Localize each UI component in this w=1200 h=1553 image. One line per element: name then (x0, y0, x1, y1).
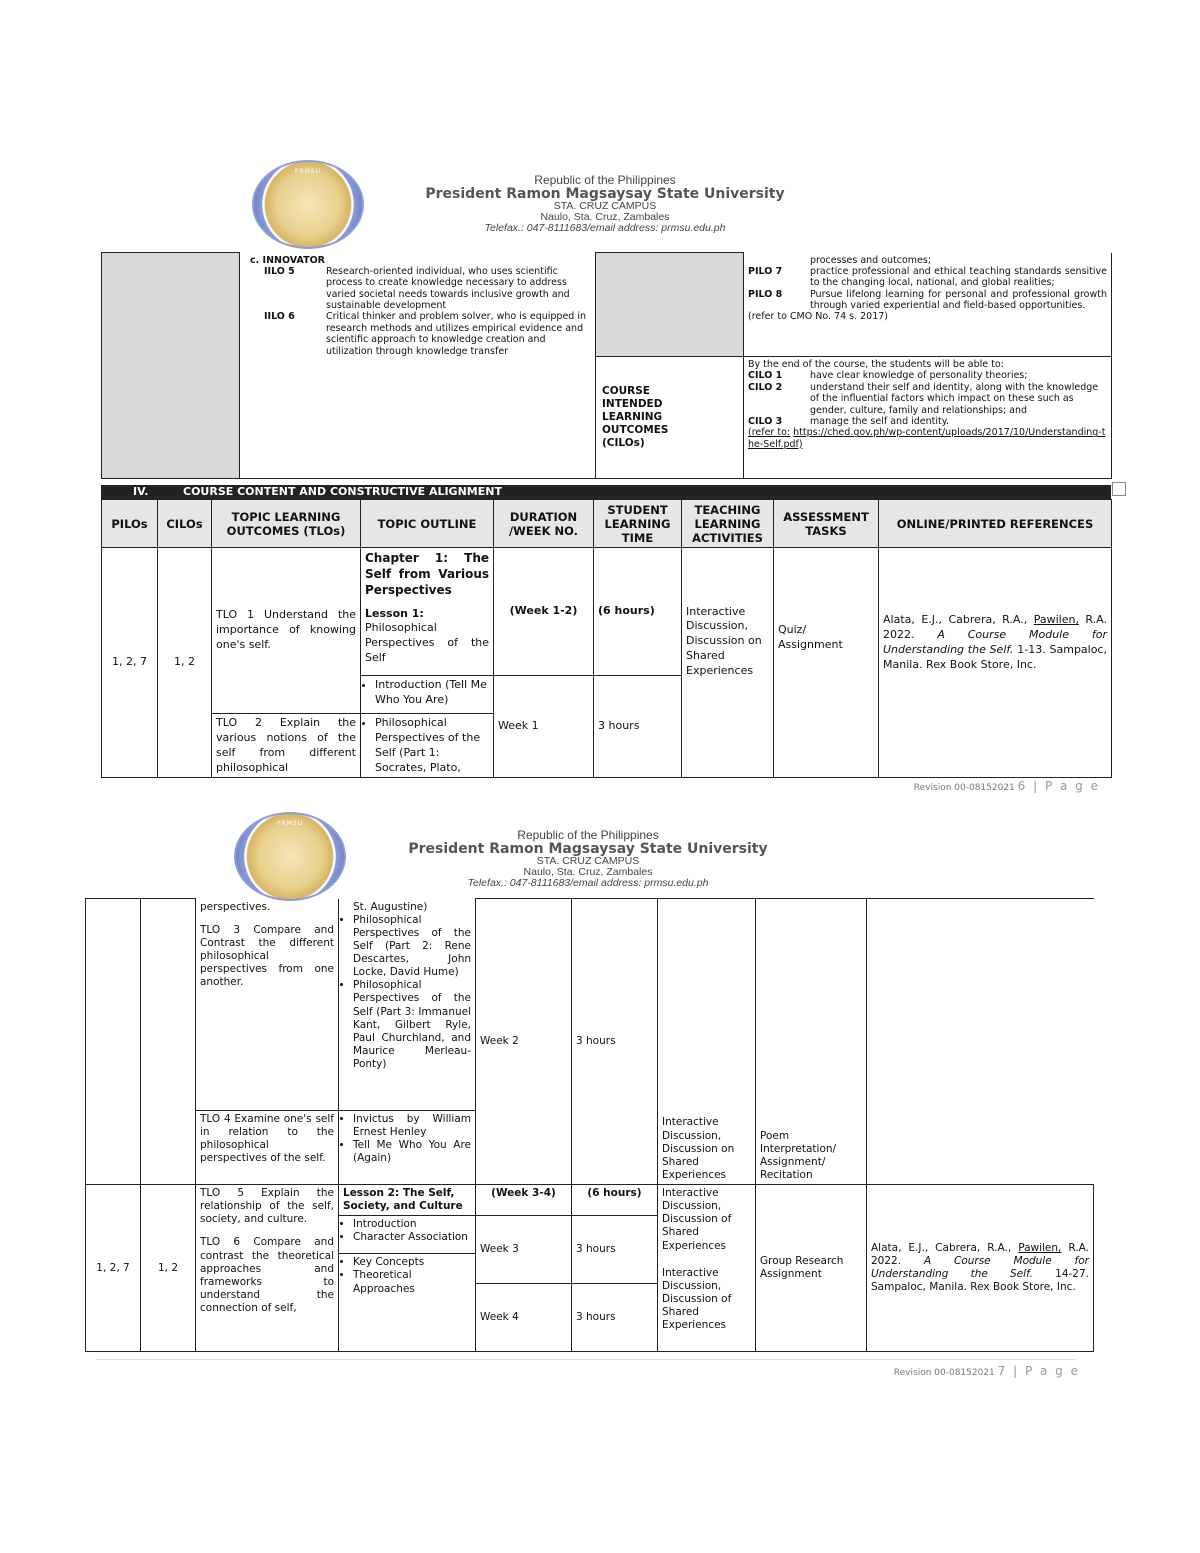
outline-concepts-cell (339, 1254, 476, 1352)
reference-cell (867, 1185, 1094, 1352)
activities-text: Interactive Discussion, Discussion on Shared Experiences (662, 1116, 735, 1181)
page-number: 7 | P a g e (997, 1364, 1080, 1378)
cilo-code: CILO 3 (748, 415, 783, 427)
list-item: • Tell Me Who You Are (Again) (353, 1139, 471, 1165)
reference-text (883, 613, 1107, 672)
seal-ring-text: PRMSU (276, 820, 304, 827)
outline-intro-cell (339, 1216, 476, 1254)
reference-authors: Alata, E.J., Cabrera, R.A., (871, 1241, 1012, 1254)
activities-text: Interactive Discussion, Discussion of Shared Experiences (662, 1187, 732, 1252)
time-main: (6 hours) (594, 548, 682, 676)
reference-cell (879, 548, 1112, 778)
cilo-ref-link[interactable]: https://ched.gov.ph/wp-content/uploads/2017/10/Understanding-the-Self.pdf) (748, 427, 1106, 450)
pilos-cell: 1, 2, 7 (102, 548, 158, 778)
tlo3-cell (196, 899, 339, 1111)
assessment-text: Poem Interpretation/ Assignment/ Recitation (760, 1129, 837, 1181)
pilos-cell (86, 899, 141, 1185)
outcomes-table (101, 252, 1112, 479)
list-item: • Introduction (Tell Me Who You Are) (375, 678, 489, 708)
reference-name: Pawilen, (1033, 613, 1079, 626)
republic-line: Republic of the Philippines (517, 828, 659, 842)
assessment-text: Quiz/ Assignment (778, 622, 843, 651)
philo-list (365, 716, 489, 775)
reference-year: R.A. 2022. (871, 1241, 1089, 1267)
assessment-cell: Group Research Assignment (756, 1185, 867, 1352)
republic-line: Republic of the Philippines (534, 173, 676, 187)
tlo2-cell: TLO 2 Explain the various notions of the self from different philosophical (212, 714, 361, 778)
pilo-code: PILO 7 (748, 265, 783, 277)
cilo-intro: By the end of the course, the students will be able to: (748, 359, 1004, 370)
duration-sub: Week 1 (494, 676, 594, 778)
iilo-code: IILO 5 (264, 265, 295, 277)
page1-header (380, 174, 830, 234)
tlo4-cell: TLO 4 Examine one's self in relation to the philosophical perspectives of the self. (196, 1111, 339, 1185)
iilo-text: Research-oriented individual, who uses scientific process to create knowledge necessary to address varied societal needs towards inclusive growth and sustainable development (326, 265, 570, 312)
lesson2-cell: Lesson 2: The Self, Society, and Culture (339, 1185, 476, 1216)
tlo3-text: TLO 3 Compare and Contrast the different philosophical perspectives from one another. (200, 923, 334, 989)
col-header: TEACHING LEARNING ACTIVITIES (682, 500, 774, 548)
contact-line: Telefax.: 047-8111683/email address: prmsu.edu.ph (467, 877, 709, 890)
cilo-label (596, 357, 744, 479)
page2-header (363, 829, 813, 889)
section-bar (101, 485, 1111, 499)
lesson-title: Philosophical Perspectives of the Self (365, 621, 489, 665)
university-name: President Ramon Magsaysay State University (408, 840, 768, 857)
cilos-cell: 1, 2 (158, 548, 212, 778)
cilos-cell: 1, 2 (141, 1185, 196, 1352)
duration-w4: Week 4 (476, 1284, 572, 1352)
chapter-title: Chapter 1: The Self from Various Perspectives (365, 551, 489, 598)
cilo-label-text: COURSE INTENDED LEARNING OUTCOMES (CILOs) (602, 384, 669, 450)
course-content-table (101, 499, 1112, 778)
reference-title: A Course Module for Understanding the Self. (871, 1255, 1089, 1281)
tlo-continued: perspectives. (200, 900, 271, 913)
course-content-table-cont (85, 898, 1094, 1352)
iilo-code: IILO 6 (264, 311, 295, 323)
reference-authors: Alata, E.J., Cabrera, R.A., (883, 613, 1028, 626)
cilo-code: CILO 2 (748, 381, 783, 393)
activities-text: Interactive Discussion, Discussion of Shared Experiences (662, 1266, 732, 1332)
pilo-code: PILO 8 (748, 288, 783, 300)
list-item: • Philosophical Perspectives of the Self (Part 2: Rene Descartes, John Locke, David Hume) (353, 914, 471, 980)
outline-continued: St. Augustine) (353, 900, 428, 913)
innovator-heading: c. INNOVATOR (250, 254, 325, 266)
reference-tail: 1-13. Sampaloc, Manila. Rex Book Store, Inc. (883, 642, 1107, 671)
cilos-cell (141, 899, 196, 1185)
list-item: • Invictus by William Ernest Henley (353, 1113, 471, 1139)
tlo56-cell (196, 1185, 339, 1352)
col-header: DURATION /WEEK NO. (494, 500, 594, 548)
outline-intro-cell (361, 676, 494, 714)
col-header: ASSESSMENT TASKS (774, 500, 879, 548)
concepts-list (343, 1256, 471, 1295)
col-header: TOPIC LEARNING OUTCOMES (TLOs) (212, 500, 361, 548)
time-cell: 3 hours (572, 899, 658, 1185)
list-item: • Key Concepts (353, 1256, 471, 1269)
outline-philo-cell (339, 899, 476, 1111)
col-header: STUDENT LEARNING TIME (594, 500, 682, 548)
page1-footer (880, 779, 1100, 793)
cilo-list (748, 370, 1107, 427)
iilo-text: Critical thinker and problem solver, who is equipped in research methods and utilizes empirical evidence and scientific approach to knowledge creation and utilization through knowledge transfer (326, 311, 587, 357)
activities-cell (658, 1185, 756, 1352)
address-line: Naulo, Sta. Cruz, Zambales (523, 866, 653, 879)
cilo-cell (744, 357, 1112, 479)
cilo-text: understand their self and identity, along with the knowledge of the influential factors which impact on these such as gender, culture, family and relationships; and (810, 381, 1099, 416)
cilo-reference (748, 427, 1107, 450)
activities-text: Interactive Discussion, Discussion on Shared Experiences (686, 604, 762, 677)
pilos-cell: 1, 2, 7 (86, 1185, 141, 1352)
cilo-code: CILO 1 (748, 370, 783, 382)
footer-divider (96, 1359, 1076, 1360)
pilo-continued: processes and outcomes; (810, 254, 932, 266)
pilo-text: Pursue lifelong learning for personal and professional growth through varied experiential and field-based opportunities. (810, 288, 1107, 312)
campus-line: STA. CRUZ CAMPUS (536, 855, 640, 868)
revision-label: Revision 00-08152021 (913, 783, 1015, 793)
col-header: CILOs (158, 500, 212, 548)
university-seal-logo (234, 812, 346, 901)
reference-name: Pawilen, (1018, 1241, 1062, 1254)
pilo-reference: (refer to CMO No. 74 s. 2017) (748, 311, 889, 323)
list-item: • Philosophical Perspectives of the Self (Part 3: Immanuel Kant, Gilbert Ryle, Paul Churchland, and Maurice Merleau-Ponty) (353, 979, 471, 1071)
seal-ring-text: PRMSU (294, 168, 322, 175)
section-marker (1112, 482, 1126, 496)
tlo5-text: TLO 5 Explain the relationship of the self, society, and culture. (200, 1187, 334, 1226)
university-seal-logo (252, 160, 364, 249)
campus-line: STA. CRUZ CAMPUS (553, 200, 657, 213)
reference-tail: 14-27. Sampaloc, Manila. Rex Book Store, Inc. (871, 1268, 1089, 1294)
time-w4: 3 hours (572, 1284, 658, 1352)
reference-title: A Course Module for Understanding the Self. (883, 627, 1107, 656)
cilo-ref-prefix: (refer to: (748, 427, 791, 439)
col-header: TOPIC OUTLINE (361, 500, 494, 548)
poem-list (343, 1113, 471, 1166)
pilo-text: practice professional and ethical teaching standards sensitive to the changing local, national, and global realities; (810, 265, 1107, 289)
section-number: IV. (133, 485, 149, 498)
iilo-list (244, 266, 591, 357)
list-item: • Introduction (353, 1218, 471, 1231)
innovator-cell (240, 253, 596, 479)
university-name: President Ramon Magsaysay State University (425, 185, 785, 202)
reference-year: R.A. 2022. (883, 613, 1107, 641)
contact-line: Telefax.: 047-8111683/email address: prmsu.edu.ph (484, 222, 726, 235)
list-item: • Theoretical Approaches (353, 1269, 471, 1295)
intro-list (343, 1218, 471, 1244)
tlo6-text: TLO 6 Compare and contrast the theoretical approaches and frameworks to understand the connection of self, (200, 1236, 334, 1314)
pilo-list (748, 255, 1107, 312)
outline-philo1-cell (361, 714, 494, 778)
duration-main: (Week 3-4) (476, 1185, 572, 1216)
assessment-cell (774, 548, 879, 778)
outline-poem-cell (339, 1111, 476, 1185)
page-number: 6 | P a g e (1017, 779, 1100, 793)
time-w3: 3 hours (572, 1216, 658, 1284)
duration-main: (Week 1-2) (494, 548, 594, 676)
cilo-text: have clear knowledge of personality theories; (810, 370, 1028, 382)
duration-w3: Week 3 (476, 1216, 572, 1284)
col-header: PILOs (102, 500, 158, 548)
reference-cell (867, 899, 1094, 1185)
list-item: • Philosophical Perspectives of the Self (Part 1: Socrates, Plato, (375, 716, 489, 775)
address-line: Naulo, Sta. Cruz, Zambales (540, 211, 670, 224)
tlo1-cell: TLO 1 Understand the importance of knowing one's self. (212, 548, 361, 714)
list-item: • Character Association (353, 1231, 471, 1244)
cilo-text: manage the self and identity. (810, 415, 950, 427)
blank-gray-cell (102, 253, 240, 479)
outline-lesson1-cell (361, 548, 494, 676)
pilo-gray-cell (596, 253, 744, 357)
revision-label: Revision 00-08152021 (893, 1368, 995, 1378)
assessment-cell (756, 899, 867, 1185)
col-header: ONLINE/PRINTED REFERENCES (879, 500, 1112, 548)
time-sub: 3 hours (594, 676, 682, 778)
time-main: (6 hours) (572, 1185, 658, 1216)
activities-cell (682, 548, 774, 778)
intro-list (365, 678, 489, 708)
lesson-head: Lesson 1: (365, 606, 424, 620)
philo-list (343, 914, 471, 1072)
pilo-cell (744, 253, 1112, 357)
page2-footer (860, 1364, 1080, 1378)
duration-cell: Week 2 (476, 899, 572, 1185)
section-title: COURSE CONTENT AND CONSTRUCTIVE ALIGNMENT (183, 485, 502, 498)
activities-cell (658, 899, 756, 1185)
